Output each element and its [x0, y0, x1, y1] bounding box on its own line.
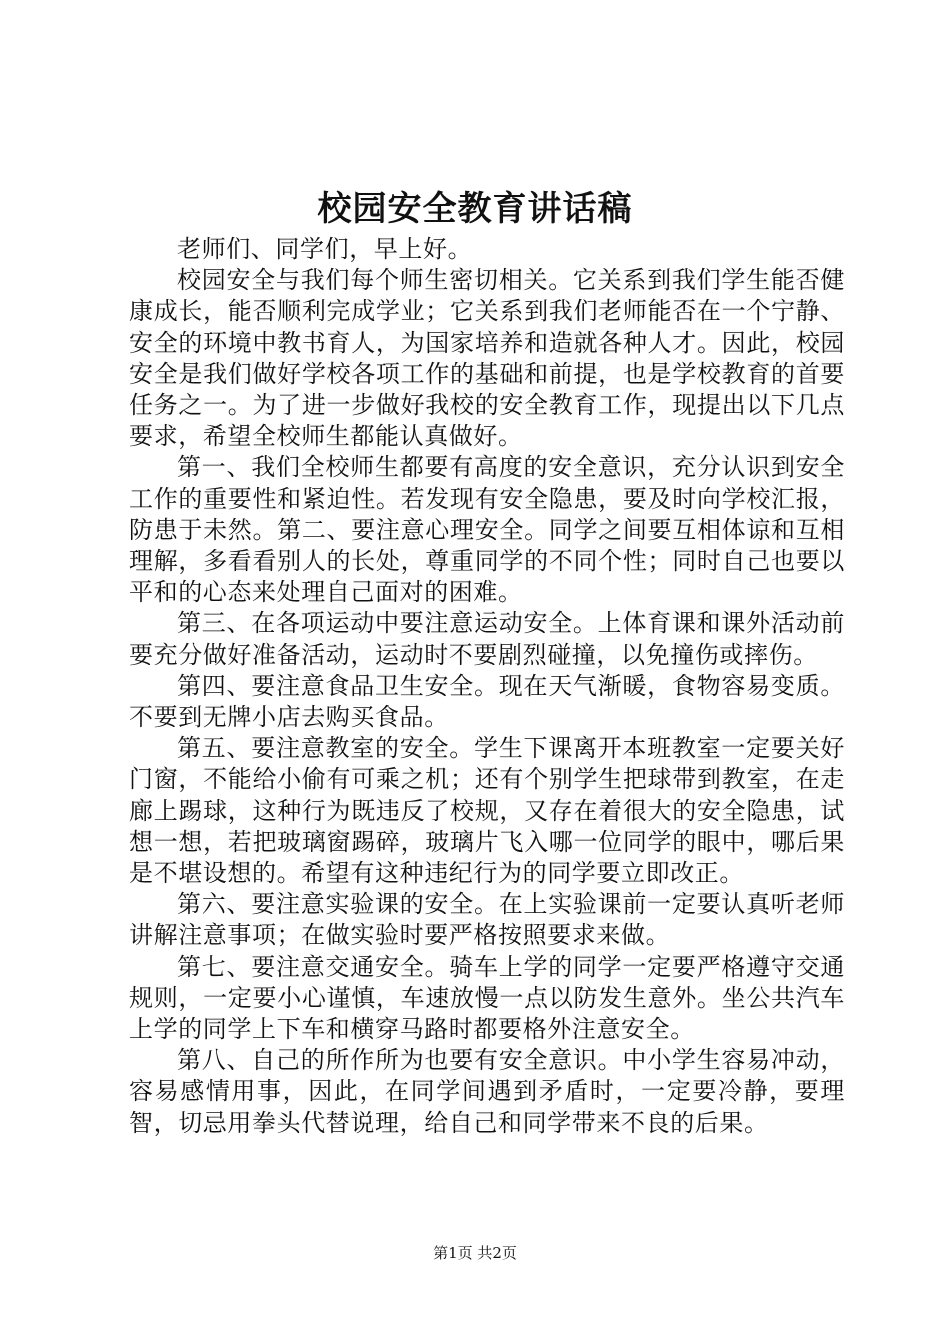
document-body — [129, 234, 845, 1139]
document-title: 校园安全教育讲话稿 — [317, 189, 633, 229]
paragraph-point-6: 第六、要注意实验课的安全。在上实验课前一定要认真听老师讲解注意事项；在做实验时要严格按照要求来做。 — [129, 890, 845, 950]
paragraph-intro: 校园安全与我们每个师生密切相关。它关系到我们学生能否健康成长，能否顺利完成学业；它关系到我们老师能否在一个宁静、安全的环境中教书育人，为国家培养和造就各种人才。因此，校园安全是我们做好学校各项工作的基础和前提，也是学校教育的首要任务之一。为了进一步做好我校的安全教育工作，现提出以下几点要求，希望全校师生都能认真做好。 — [129, 266, 845, 451]
paragraph-point-7: 第七、要注意交通安全。骑车上学的同学一定要严格遵守交通规则，一定要小心谨慎，车速放慢一点以防发生意外。坐公共汽车上学的同学上下车和横穿马路时都要格外注意安全。 — [129, 952, 845, 1044]
paragraph-point-1-2: 第一、我们全校师生都要有高度的安全意识，充分认识到安全工作的重要性和紧迫性。若发现有安全隐患，要及时向学校汇报，防患于未然。第二、要注意心理安全。同学之间要互相体谅和互相理解，多看看别人的长处，尊重同学的不同个性；同时自己也要以平和的心态来处理自己面对的困难。 — [129, 453, 845, 607]
paragraph-point-5: 第五、要注意教室的安全。学生下课离开本班教室一定要关好门窗，不能给小偷有可乘之机；还有个别学生把球带到教室，在走廊上踢球，这种行为既违反了校规，又存在着很大的安全隐患，试想一想，若把玻璃窗踢碎，玻璃片飞入哪一位同学的眼中，哪后果是不堪设想的。希望有这种违纪行为的同学要立即改正。 — [129, 734, 845, 888]
paragraph-point-4: 第四、要注意食品卫生安全。现在天气渐暖，食物容易变质。不要到无牌小店去购买食品。 — [129, 671, 845, 732]
page-footer: 第1页 共2页 — [433, 1244, 517, 1262]
paragraph-greeting: 老师们、同学们，早上好。 — [177, 235, 473, 263]
paragraph-point-8: 第八、自己的所作所为也要有安全意识。中小学生容易冲动，容易感情用事，因此，在同学间遇到矛盾时，一定要冷静，要理智，切忌用拳头代替说理，给自己和同学带来不良的后果。 — [129, 1046, 845, 1137]
paragraph-point-3: 第三、在各项运动中要注意运动安全。上体育课和课外活动前要充分做好准备活动，运动时不要剧烈碰撞，以免撞伤或摔伤。 — [129, 609, 845, 669]
